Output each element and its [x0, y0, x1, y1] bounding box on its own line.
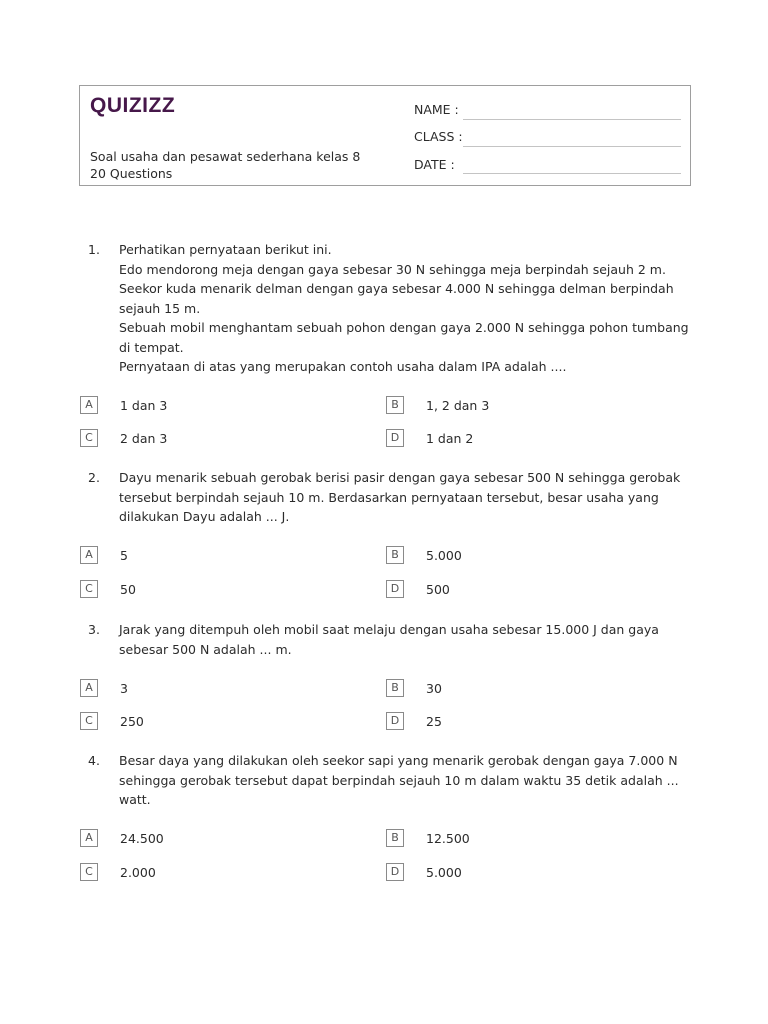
- option-text: 25: [426, 714, 442, 729]
- option-letter: C: [80, 863, 98, 881]
- option-letter: A: [80, 829, 98, 847]
- option-letter: A: [80, 546, 98, 564]
- option-letter: D: [386, 429, 404, 447]
- option-letter: A: [80, 396, 98, 414]
- name-line: [463, 119, 681, 120]
- option-letter: D: [386, 580, 404, 598]
- option-letter: D: [386, 863, 404, 881]
- option-text: 3: [120, 681, 128, 696]
- name-label: NAME :: [414, 102, 459, 117]
- option-text: 2.000: [120, 865, 156, 880]
- option-text: 5.000: [426, 865, 462, 880]
- class-line: [463, 146, 681, 147]
- question-text: Besar daya yang dilakukan oleh seekor sapi yang menarik gerobak dengan gaya 7.000 N sehingga gerobak tersebut dapat berpindah sejauh 10 m dalam waktu 35 detik adalah ... watt.: [119, 753, 679, 807]
- option-letter: D: [386, 712, 404, 730]
- question-text: Perhatikan pernyataan berikut ini. Edo mendorong meja dengan gaya sebesar 30 N sehingga meja berpindah sejauh 2 m. Seekor kuda menarik delman dengan gaya sebesar 4.000 N sehingga delman berpindah sejauh 15 m. Sebuah mobil menghantam sebuah pohon dengan gaya 2.000 N sehingga pohon tumbang di tempat. Pernyataan di atas yang merupakan contoh usaha dalam IPA adalah ....: [119, 242, 689, 374]
- option-letter: C: [80, 580, 98, 598]
- option-letter: C: [80, 429, 98, 447]
- quizizz-logo: QUIZIZZ: [90, 94, 176, 117]
- option-letter: B: [386, 396, 404, 414]
- option-text: 1, 2 dan 3: [426, 398, 490, 413]
- option-text: 50: [120, 582, 136, 597]
- question-text: Jarak yang ditempuh oleh mobil saat melaju dengan usaha sebesar 15.000 J dan gaya sebesar 500 N adalah ... m.: [119, 622, 659, 657]
- question-number: 1.: [88, 242, 100, 257]
- option-text: 1 dan 2: [426, 431, 474, 446]
- date-line: [463, 173, 681, 174]
- option-text: 2 dan 3: [120, 431, 168, 446]
- option-letter: C: [80, 712, 98, 730]
- option-letter: B: [386, 829, 404, 847]
- option-text: 24.500: [120, 831, 164, 846]
- option-text: 5: [120, 548, 128, 563]
- option-letter: A: [80, 679, 98, 697]
- worksheet-header: [79, 85, 691, 186]
- question-number: 4.: [88, 753, 100, 768]
- question-number: 3.: [88, 622, 100, 637]
- option-text: 500: [426, 582, 450, 597]
- class-label: CLASS :: [414, 129, 463, 144]
- option-text: 1 dan 3: [120, 398, 168, 413]
- date-label: DATE :: [414, 157, 455, 172]
- quiz-title: Soal usaha dan pesawat sederhana kelas 8: [90, 149, 361, 164]
- option-letter: B: [386, 679, 404, 697]
- question-text: Dayu menarik sebuah gerobak berisi pasir dengan gaya sebesar 500 N sehingga gerobak tersebut berpindah sejauh 10 m. Berdasarkan pernyataan tersebut, besar usaha yang dilakukan Dayu adalah ... J.: [119, 470, 681, 524]
- option-text: 250: [120, 714, 144, 729]
- option-letter: B: [386, 546, 404, 564]
- option-text: 12.500: [426, 831, 470, 846]
- option-text: 5.000: [426, 548, 462, 563]
- option-text: 30: [426, 681, 442, 696]
- question-count: 20 Questions: [90, 166, 173, 181]
- question-number: 2.: [88, 470, 100, 485]
